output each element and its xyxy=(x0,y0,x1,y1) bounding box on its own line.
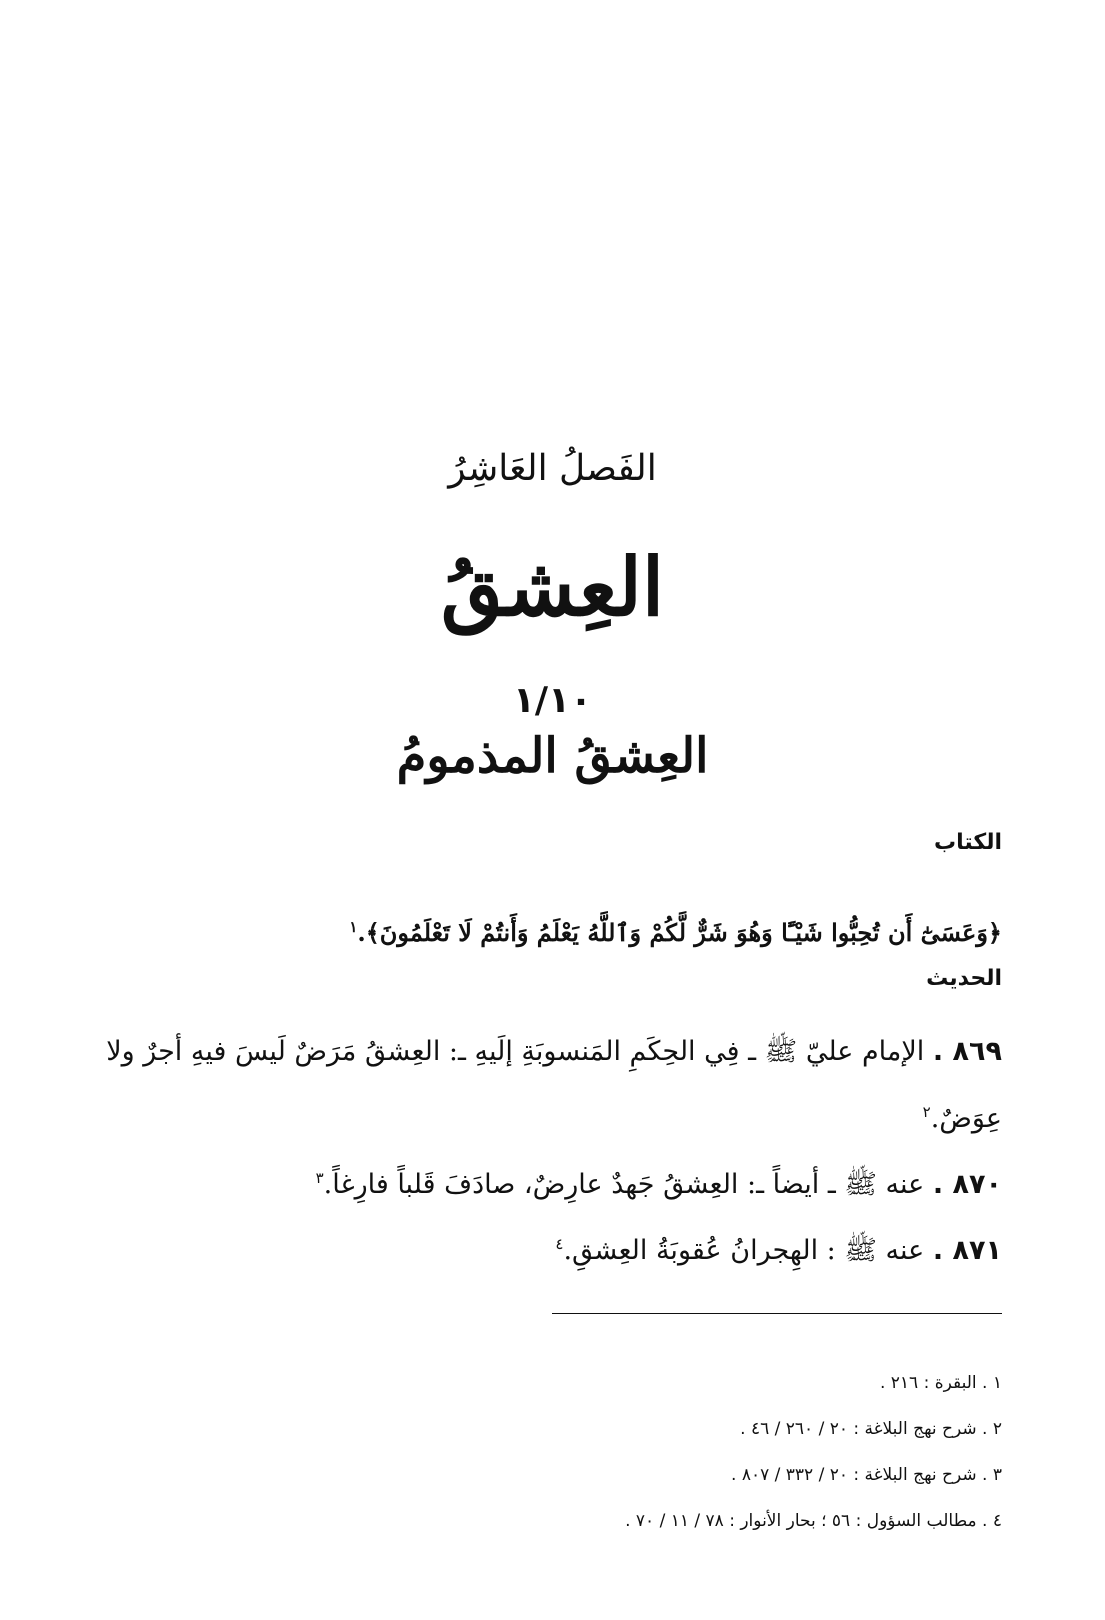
hadith-number: ٨٧١ . xyxy=(932,1235,1002,1266)
hadith-text: عنه ﷺ ـ أيضاً ـ: العِشقُ جَهدٌ عارِضٌ، صادَفَ قَلباً فارِغاً. xyxy=(323,1169,925,1200)
footnote-ref: ١ xyxy=(349,918,358,936)
hadith-number: ٨٧٠ . xyxy=(932,1169,1002,1200)
hadith-text: الإمام عليّ ﷺ ـ فِي الحِكَمِ المَنسوبَةِ إلَيهِ ـ: العِشقُ مَرَضٌ لَيسَ فيهِ أجرٌ ولا عِوَضٌ. xyxy=(106,1036,1002,1134)
footnote-3: ٣ . شرح نهج البلاغة : ٢٠ / ٣٣٢ / ٨٠٧ . xyxy=(731,1465,1002,1485)
section-number: ١/١٠ xyxy=(512,680,593,721)
section-title: العِشقُ المذمومُ xyxy=(396,728,709,784)
hadith-871 xyxy=(102,1214,1002,1281)
footnotes xyxy=(102,1360,1002,1544)
chapter-label: الفَصلُ العَاشِرُ xyxy=(448,448,657,489)
quran-verse xyxy=(102,918,1002,947)
hadith-869 xyxy=(102,1022,1002,1149)
hadith-number: ٨٦٩ . xyxy=(932,1036,1002,1067)
hadith-870 xyxy=(102,1148,1002,1215)
hadith-text: عنه ﷺ : الهِجرانُ عُقوبَةُ العِشقِ. xyxy=(563,1235,925,1266)
footnote-ref: ٢ xyxy=(922,1103,931,1121)
footnote-divider xyxy=(552,1313,1002,1314)
book-heading: الكتاب xyxy=(934,830,1002,855)
footnote-ref: ٣ xyxy=(315,1169,324,1187)
footnote-2: ٢ . شرح نهج البلاغة : ٢٠ / ٢٦٠ / ٤٦ . xyxy=(740,1419,1002,1439)
footnote-ref: ٤ xyxy=(555,1235,564,1253)
quran-verse-text: ﴿وَعَسَىٰٓ أَن تُحِبُّوا شَيْـًٔا وَهُوَ شَرٌّ لَّكُمْ وَٱللَّهُ يَعْلَمُ وَأَنتُمْ لَا تَعْلَمُونَ﴾. xyxy=(357,918,1002,947)
hadith-heading: الحديث xyxy=(926,966,1002,991)
footnote-1: ١ . البقرة : ٢١٦ . xyxy=(879,1373,1002,1393)
footnote-4: ٤ . مطالب السؤول : ٥٦ ؛ بحار الأنوار : ٧٨ / ١١ / ٧٠ . xyxy=(625,1511,1002,1531)
chapter-title: العِشقُ xyxy=(440,540,665,634)
